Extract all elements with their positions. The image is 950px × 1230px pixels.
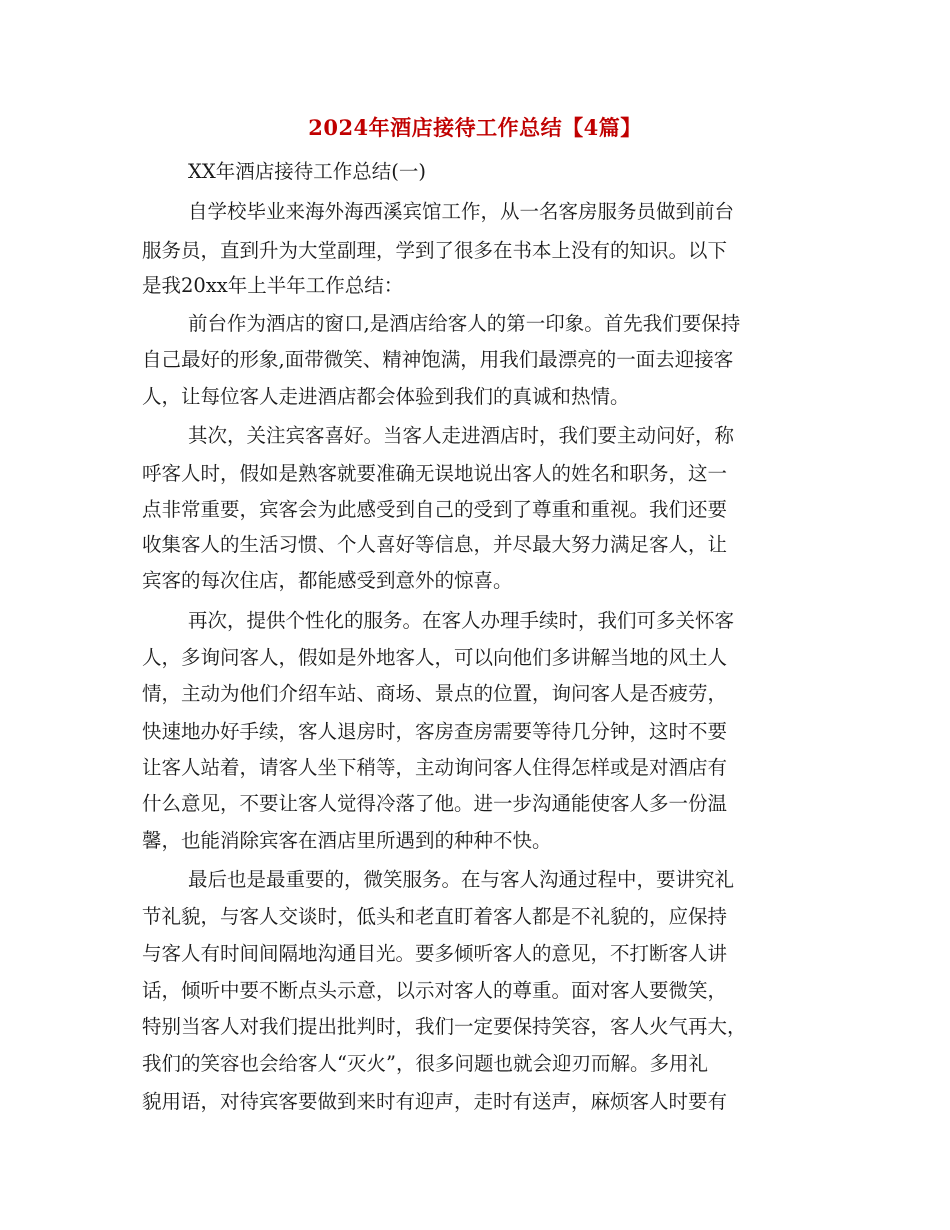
paragraph-line: 什么意见，不要让客人觉得冷落了他。进一步沟通能使客人多一份温: [142, 792, 728, 815]
paragraph-line: 前台作为酒店的窗口,是酒店给客人的第一印象。首先我们要保持: [188, 312, 741, 335]
section-heading: XX年酒店接待工作总结(一): [188, 160, 426, 183]
paragraph-line: 再次，提供个性化的服务。在客人办理手续时，我们可多关怀客: [188, 609, 735, 632]
paragraph-line: 节礼貌，与客人交谈时，低头和老直盯着客人都是不礼貌的，应保持: [142, 905, 728, 928]
paragraph-line: 快速地办好手续，客人退房时，客房查房需要等待几分钟，这时不要: [142, 720, 728, 743]
paragraph-line: 让客人站着，请客人坐下稍等，主动询问客人住得怎样或是对酒店有: [142, 756, 728, 779]
paragraph-line: 与客人有时间间隔地沟通目光。要多倾听客人的意见，不打断客人讲: [142, 942, 728, 965]
paragraph-line: 是我20xx年上半年工作总结：: [142, 274, 404, 297]
paragraph-line: 馨，也能消除宾客在酒店里所遇到的种种不快。: [142, 829, 552, 852]
paragraph-line: 宾客的每次住店，都能感受到意外的惊喜。: [142, 569, 513, 592]
paragraph-line: 自己最好的形象,面带微笑、精神饱满，用我们最漂亮的一面去迎接客: [142, 348, 734, 371]
paragraph-line: 貌用语，对待宾客要做到来时有迎声，走时有送声，麻烦客人时要有: [142, 1090, 728, 1113]
paragraph-line: 收集客人的生活习惯、个人喜好等信息，并尽最大努力满足客人，让: [142, 533, 728, 556]
paragraph-line: 人，多询问客人，假如是外地客人，可以向他们多讲解当地的风土人: [142, 646, 728, 669]
paragraph-line: 人，让每位客人走进酒店都会体验到我们的真诚和热情。: [142, 385, 630, 408]
paragraph-line: 我们的笑容也会给客人“灭火”，很多问题也就会迎刃而解。多用礼: [142, 1052, 708, 1075]
paragraph-line: 话，倾听中要不断点头示意，以示对客人的尊重。面对客人要微笑，: [142, 979, 728, 1002]
paragraph-line: 点非常重要，宾客会为此感受到自己的受到了尊重和重视。我们还要: [142, 498, 728, 521]
paragraph-line: 自学校毕业来海外海西溪宾馆工作，从一名客房服务员做到前台: [188, 200, 735, 223]
paragraph-line: 其次，关注宾客喜好。当客人走进酒店时，我们要主动问好，称: [188, 424, 735, 447]
paragraph-line: 最后也是最重要的，微笑服务。在与客人沟通过程中，要讲究礼: [188, 868, 735, 891]
paragraph-line: 呼客人时，假如是熟客就要准确无误地说出客人的姓名和职务，这一: [142, 462, 728, 485]
paragraph-line: 服务员，直到升为大堂副理，学到了很多在书本上没有的知识。以下: [142, 239, 728, 262]
document-title: 2024年酒店接待工作总结【4篇】: [308, 115, 642, 140]
paragraph-line: 特别当客人对我们提出批判时，我们一定要保持笑容，客人火气再大，: [142, 1015, 747, 1038]
paragraph-line: 情，主动为他们介绍车站、商场、景点的位置，询问客人是否疲劳，: [142, 682, 728, 705]
